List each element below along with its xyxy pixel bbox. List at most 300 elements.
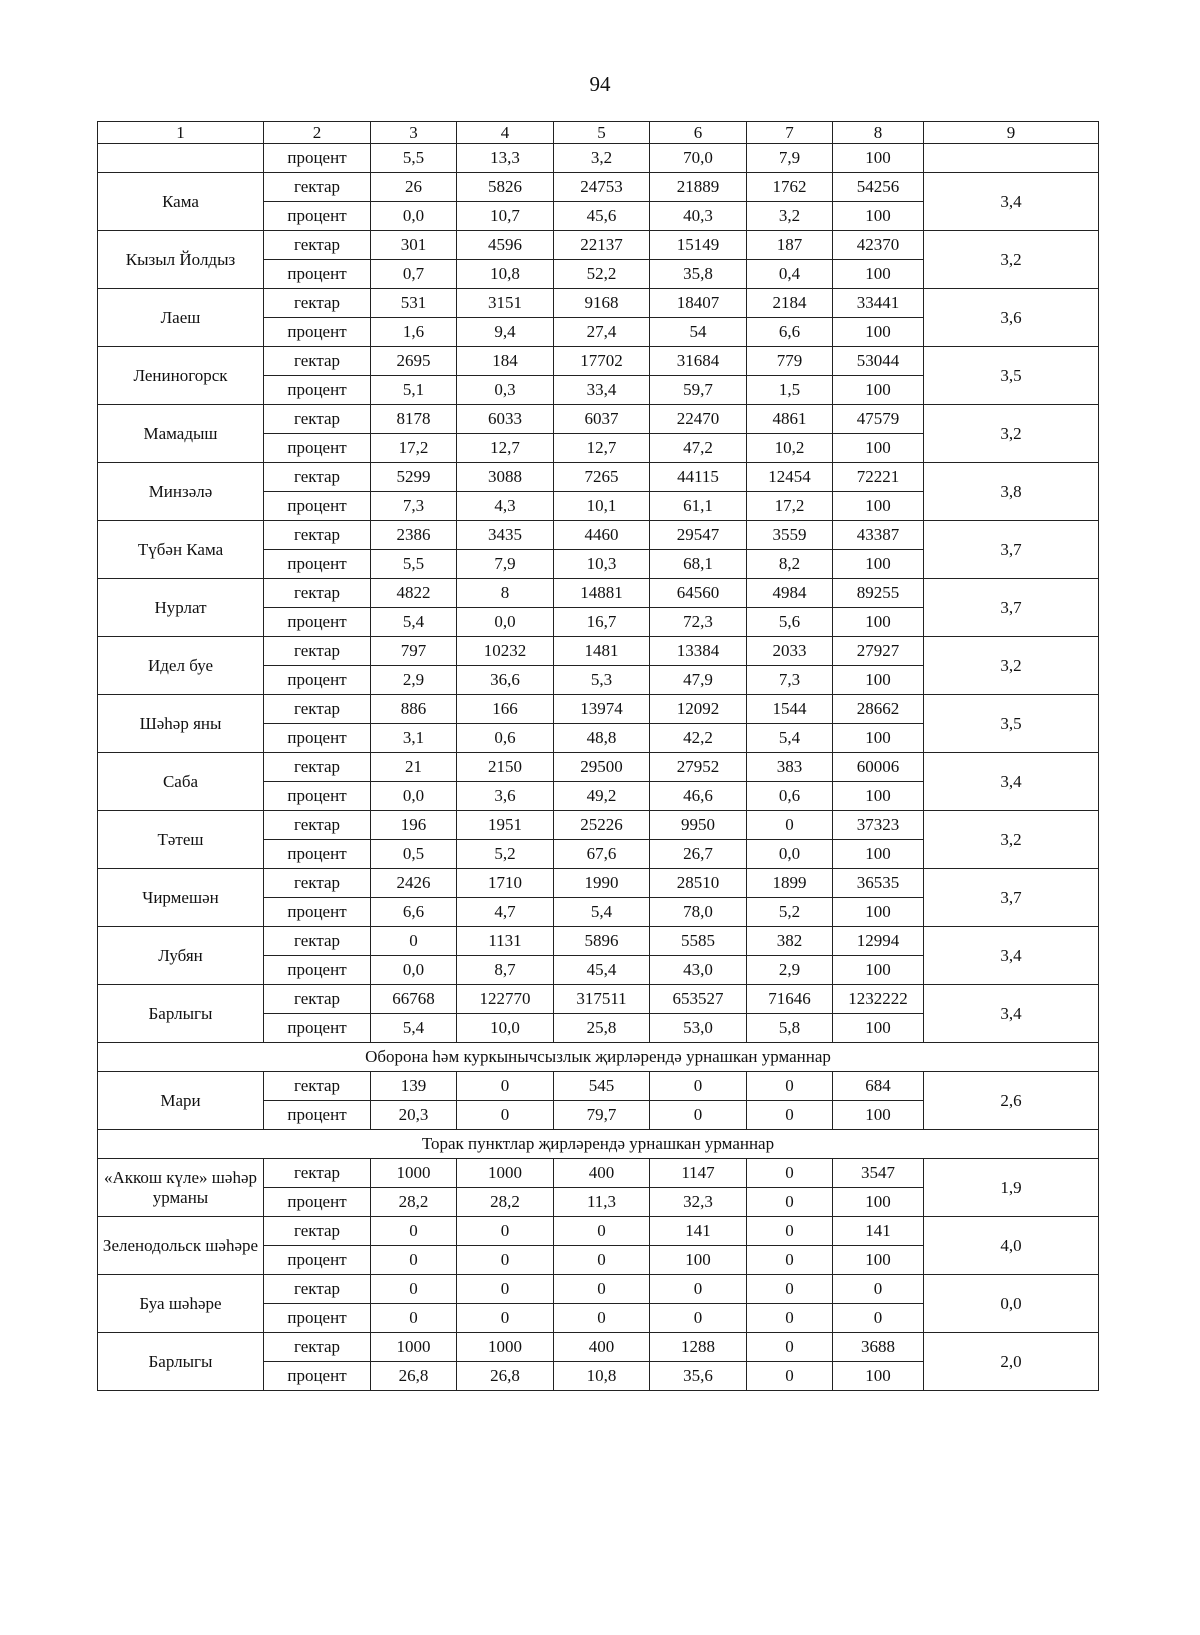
hectare-value-cell: 0 <box>747 1333 833 1362</box>
hectare-value-cell: 4822 <box>371 579 457 608</box>
column-number: 7 <box>747 122 833 144</box>
value-cell: 13,3 <box>457 144 554 173</box>
hectare-value-cell: 2695 <box>371 347 457 376</box>
unit-percent-cell: процент <box>264 898 371 927</box>
unit-percent-cell: процент <box>264 492 371 521</box>
district-name-cell: Лаеш <box>98 289 264 347</box>
percent-value-cell: 53,0 <box>650 1014 747 1043</box>
percent-value-cell: 7,3 <box>371 492 457 521</box>
value-cell: 5,5 <box>371 144 457 173</box>
hectare-value-cell: 0 <box>650 1275 747 1304</box>
district-name-cell: Мари <box>98 1072 264 1130</box>
hectare-value-cell: 1762 <box>747 173 833 202</box>
hectare-value-cell: 2184 <box>747 289 833 318</box>
percent-value-cell: 100 <box>833 202 924 231</box>
percent-value-cell: 0,0 <box>457 608 554 637</box>
hectare-value-cell: 5896 <box>554 927 650 956</box>
hectare-value-cell: 141 <box>833 1217 924 1246</box>
percent-value-cell: 5,4 <box>371 1014 457 1043</box>
percent-value-cell: 100 <box>833 956 924 985</box>
percent-value-cell: 5,2 <box>747 898 833 927</box>
table-row <box>98 463 1099 492</box>
hectare-value-cell: 2150 <box>457 753 554 782</box>
hectare-value-cell: 0 <box>650 1072 747 1101</box>
score-cell: 3,4 <box>924 985 1099 1043</box>
unit-hectare-cell: гектар <box>264 1159 371 1188</box>
hectare-value-cell: 18407 <box>650 289 747 318</box>
hectare-value-cell: 1899 <box>747 869 833 898</box>
percent-value-cell: 0,6 <box>457 724 554 753</box>
score-cell: 3,2 <box>924 637 1099 695</box>
unit-percent-cell: процент <box>264 1304 371 1333</box>
section-heading: Оборона һәм куркынычсызлык җирләрендә урнашкан урманнар <box>98 1043 1099 1072</box>
percent-value-cell: 72,3 <box>650 608 747 637</box>
percent-value-cell: 26,7 <box>650 840 747 869</box>
hectare-value-cell: 29500 <box>554 753 650 782</box>
table-row <box>98 405 1099 434</box>
unit-percent-cell: процент <box>264 1246 371 1275</box>
percent-value-cell: 47,2 <box>650 434 747 463</box>
unit-percent-cell: процент <box>264 260 371 289</box>
percent-value-cell: 26,8 <box>457 1362 554 1391</box>
score-cell: 2,6 <box>924 1072 1099 1130</box>
hectare-value-cell: 0 <box>747 1072 833 1101</box>
unit-hectare-cell: гектар <box>264 811 371 840</box>
percent-value-cell: 100 <box>833 724 924 753</box>
percent-value-cell: 2,9 <box>747 956 833 985</box>
unit-hectare-cell: гектар <box>264 463 371 492</box>
hectare-value-cell: 1481 <box>554 637 650 666</box>
percent-value-cell: 100 <box>833 492 924 521</box>
percent-value-cell: 78,0 <box>650 898 747 927</box>
percent-value-cell: 17,2 <box>371 434 457 463</box>
percent-value-cell: 28,2 <box>371 1188 457 1217</box>
hectare-value-cell: 54256 <box>833 173 924 202</box>
percent-value-cell: 0 <box>747 1188 833 1217</box>
hectare-value-cell: 2033 <box>747 637 833 666</box>
unit-hectare-cell: гектар <box>264 1072 371 1101</box>
hectare-value-cell: 64560 <box>650 579 747 608</box>
unit-percent-cell: процент <box>264 376 371 405</box>
hectare-value-cell: 42370 <box>833 231 924 260</box>
hectare-value-cell: 72221 <box>833 463 924 492</box>
table-row <box>98 753 1099 782</box>
unit-hectare-cell: гектар <box>264 289 371 318</box>
percent-value-cell: 7,3 <box>747 666 833 695</box>
score-cell: 3,2 <box>924 231 1099 289</box>
hectare-value-cell: 5826 <box>457 173 554 202</box>
percent-value-cell: 100 <box>833 1014 924 1043</box>
table-row <box>98 1072 1099 1101</box>
percent-value-cell: 33,4 <box>554 376 650 405</box>
unit-hectare-cell: гектар <box>264 695 371 724</box>
percent-value-cell: 45,6 <box>554 202 650 231</box>
hectare-value-cell: 0 <box>554 1275 650 1304</box>
hectare-value-cell: 2426 <box>371 869 457 898</box>
unit-percent-cell: процент <box>264 840 371 869</box>
percent-value-cell: 100 <box>650 1246 747 1275</box>
unit-hectare-cell: гектар <box>264 347 371 376</box>
score-cell <box>924 144 1099 173</box>
hectare-value-cell: 53044 <box>833 347 924 376</box>
percent-value-cell: 10,7 <box>457 202 554 231</box>
percent-value-cell: 7,9 <box>457 550 554 579</box>
hectare-value-cell: 8 <box>457 579 554 608</box>
hectare-value-cell: 1544 <box>747 695 833 724</box>
unit-cell: процент <box>264 144 371 173</box>
percent-value-cell: 3,1 <box>371 724 457 753</box>
percent-value-cell: 5,2 <box>457 840 554 869</box>
hectare-value-cell: 797 <box>371 637 457 666</box>
hectare-value-cell: 0 <box>747 811 833 840</box>
column-number: 3 <box>371 122 457 144</box>
score-cell: 2,0 <box>924 1333 1099 1391</box>
percent-value-cell: 5,5 <box>371 550 457 579</box>
column-number: 8 <box>833 122 924 144</box>
percent-value-cell: 48,8 <box>554 724 650 753</box>
percent-value-cell: 8,7 <box>457 956 554 985</box>
unit-hectare-cell: гектар <box>264 579 371 608</box>
percent-value-cell: 27,4 <box>554 318 650 347</box>
hectare-value-cell: 12092 <box>650 695 747 724</box>
score-cell: 3,2 <box>924 811 1099 869</box>
unit-hectare-cell: гектар <box>264 231 371 260</box>
percent-value-cell: 100 <box>833 550 924 579</box>
hectare-value-cell: 22470 <box>650 405 747 434</box>
district-name-cell: «Аккош күле» шәһәр урманы <box>98 1159 264 1217</box>
score-cell: 3,8 <box>924 463 1099 521</box>
table-row <box>98 1333 1099 1362</box>
hectare-value-cell: 5585 <box>650 927 747 956</box>
table-row <box>98 289 1099 318</box>
table-row <box>98 347 1099 376</box>
hectare-value-cell: 8178 <box>371 405 457 434</box>
percent-value-cell: 9,4 <box>457 318 554 347</box>
district-name-cell: Буа шәһәре <box>98 1275 264 1333</box>
hectare-value-cell: 184 <box>457 347 554 376</box>
hectare-value-cell: 0 <box>747 1275 833 1304</box>
table-row <box>98 869 1099 898</box>
district-name-cell: Кама <box>98 173 264 231</box>
score-cell: 3,4 <box>924 753 1099 811</box>
score-cell: 3,5 <box>924 347 1099 405</box>
hectare-value-cell: 1990 <box>554 869 650 898</box>
hectare-value-cell: 37323 <box>833 811 924 840</box>
percent-value-cell: 10,3 <box>554 550 650 579</box>
percent-value-cell: 0 <box>371 1246 457 1275</box>
section-row <box>98 1130 1099 1159</box>
unit-hectare-cell: гектар <box>264 405 371 434</box>
hectare-value-cell: 4460 <box>554 521 650 550</box>
percent-value-cell: 52,2 <box>554 260 650 289</box>
percent-value-cell: 32,3 <box>650 1188 747 1217</box>
unit-percent-cell: процент <box>264 608 371 637</box>
hectare-value-cell: 684 <box>833 1072 924 1101</box>
percent-value-cell: 8,2 <box>747 550 833 579</box>
percent-value-cell: 10,0 <box>457 1014 554 1043</box>
unit-percent-cell: процент <box>264 318 371 347</box>
hectare-value-cell: 9168 <box>554 289 650 318</box>
unit-percent-cell: процент <box>264 956 371 985</box>
district-name-cell: Лениногорск <box>98 347 264 405</box>
percent-value-cell: 5,4 <box>747 724 833 753</box>
table-row <box>98 144 1099 173</box>
percent-value-cell: 12,7 <box>554 434 650 463</box>
percent-value-cell: 10,2 <box>747 434 833 463</box>
score-cell: 3,4 <box>924 173 1099 231</box>
hectare-value-cell: 1147 <box>650 1159 747 1188</box>
percent-value-cell: 0 <box>457 1246 554 1275</box>
district-name-cell: Минзәлә <box>98 463 264 521</box>
percent-value-cell: 0 <box>371 1304 457 1333</box>
score-cell: 3,7 <box>924 579 1099 637</box>
district-name-cell: Кызыл Йолдыз <box>98 231 264 289</box>
percent-value-cell: 5,4 <box>371 608 457 637</box>
unit-percent-cell: процент <box>264 724 371 753</box>
column-number: 6 <box>650 122 747 144</box>
table-row <box>98 637 1099 666</box>
unit-hectare-cell: гектар <box>264 869 371 898</box>
percent-value-cell: 100 <box>833 376 924 405</box>
percent-value-cell: 0,0 <box>747 840 833 869</box>
value-cell: 100 <box>833 144 924 173</box>
forest-data-table <box>97 121 1099 1391</box>
hectare-value-cell: 26 <box>371 173 457 202</box>
percent-value-cell: 42,2 <box>650 724 747 753</box>
table-row <box>98 695 1099 724</box>
percent-value-cell: 0 <box>747 1304 833 1333</box>
hectare-value-cell: 22137 <box>554 231 650 260</box>
unit-percent-cell: процент <box>264 1188 371 1217</box>
percent-value-cell: 0 <box>833 1304 924 1333</box>
percent-value-cell: 10,8 <box>554 1362 650 1391</box>
hectare-value-cell: 3547 <box>833 1159 924 1188</box>
percent-value-cell: 3,6 <box>457 782 554 811</box>
hectare-value-cell: 0 <box>747 1217 833 1246</box>
hectare-value-cell: 0 <box>747 1159 833 1188</box>
hectare-value-cell: 4984 <box>747 579 833 608</box>
hectare-value-cell: 400 <box>554 1333 650 1362</box>
hectare-value-cell: 122770 <box>457 985 554 1014</box>
hectare-value-cell: 1232222 <box>833 985 924 1014</box>
district-name-cell: Нурлат <box>98 579 264 637</box>
percent-value-cell: 0,0 <box>371 202 457 231</box>
hectare-value-cell: 12994 <box>833 927 924 956</box>
hectare-value-cell: 36535 <box>833 869 924 898</box>
unit-hectare-cell: гектар <box>264 927 371 956</box>
hectare-value-cell: 3688 <box>833 1333 924 1362</box>
column-number: 5 <box>554 122 650 144</box>
percent-value-cell: 20,3 <box>371 1101 457 1130</box>
table-row <box>98 811 1099 840</box>
percent-value-cell: 43,0 <box>650 956 747 985</box>
district-name-cell <box>98 144 264 173</box>
value-cell: 7,9 <box>747 144 833 173</box>
percent-value-cell: 0,7 <box>371 260 457 289</box>
unit-hectare-cell: гектар <box>264 985 371 1014</box>
hectare-value-cell: 0 <box>457 1072 554 1101</box>
hectare-value-cell: 886 <box>371 695 457 724</box>
hectare-value-cell: 4861 <box>747 405 833 434</box>
hectare-value-cell: 1951 <box>457 811 554 840</box>
percent-value-cell: 100 <box>833 1362 924 1391</box>
district-name-cell: Барлыгы <box>98 985 264 1043</box>
percent-value-cell: 100 <box>833 782 924 811</box>
percent-value-cell: 5,6 <box>747 608 833 637</box>
score-cell: 1,9 <box>924 1159 1099 1217</box>
hectare-value-cell: 47579 <box>833 405 924 434</box>
percent-value-cell: 100 <box>833 434 924 463</box>
hectare-value-cell: 60006 <box>833 753 924 782</box>
percent-value-cell: 0 <box>650 1101 747 1130</box>
hectare-value-cell: 3088 <box>457 463 554 492</box>
column-number: 1 <box>98 122 264 144</box>
percent-value-cell: 5,3 <box>554 666 650 695</box>
hectare-value-cell: 1288 <box>650 1333 747 1362</box>
percent-value-cell: 5,8 <box>747 1014 833 1043</box>
district-name-cell: Лубян <box>98 927 264 985</box>
percent-value-cell: 40,3 <box>650 202 747 231</box>
score-cell: 3,6 <box>924 289 1099 347</box>
percent-value-cell: 68,1 <box>650 550 747 579</box>
table-row <box>98 1217 1099 1246</box>
value-cell: 3,2 <box>554 144 650 173</box>
unit-hectare-cell: гектар <box>264 753 371 782</box>
unit-percent-cell: процент <box>264 202 371 231</box>
percent-value-cell: 0,3 <box>457 376 554 405</box>
hectare-value-cell: 7265 <box>554 463 650 492</box>
percent-value-cell: 46,6 <box>650 782 747 811</box>
hectare-value-cell: 4596 <box>457 231 554 260</box>
percent-value-cell: 0 <box>747 1246 833 1275</box>
percent-value-cell: 12,7 <box>457 434 554 463</box>
percent-value-cell: 0,0 <box>371 782 457 811</box>
column-number: 9 <box>924 122 1099 144</box>
hectare-value-cell: 15149 <box>650 231 747 260</box>
unit-percent-cell: процент <box>264 666 371 695</box>
percent-value-cell: 36,6 <box>457 666 554 695</box>
unit-percent-cell: процент <box>264 1014 371 1043</box>
unit-hectare-cell: гектар <box>264 1217 371 1246</box>
hectare-value-cell: 3435 <box>457 521 554 550</box>
hectare-value-cell: 6033 <box>457 405 554 434</box>
column-number: 4 <box>457 122 554 144</box>
percent-value-cell: 2,9 <box>371 666 457 695</box>
hectare-value-cell: 1000 <box>371 1333 457 1362</box>
percent-value-cell: 0 <box>457 1304 554 1333</box>
district-name-cell: Зеленодольск шәһәре <box>98 1217 264 1275</box>
unit-percent-cell: процент <box>264 434 371 463</box>
hectare-value-cell: 0 <box>833 1275 924 1304</box>
unit-percent-cell: процент <box>264 1362 371 1391</box>
hectare-value-cell: 44115 <box>650 463 747 492</box>
hectare-value-cell: 196 <box>371 811 457 840</box>
hectare-value-cell: 2386 <box>371 521 457 550</box>
hectare-value-cell: 66768 <box>371 985 457 1014</box>
unit-hectare-cell: гектар <box>264 173 371 202</box>
hectare-value-cell: 1000 <box>457 1159 554 1188</box>
hectare-value-cell: 531 <box>371 289 457 318</box>
score-cell: 0,0 <box>924 1275 1099 1333</box>
hectare-value-cell: 28510 <box>650 869 747 898</box>
section-heading: Торак пунктлар җирләрендә урнашкан урманнар <box>98 1130 1099 1159</box>
hectare-value-cell: 1710 <box>457 869 554 898</box>
percent-value-cell: 0 <box>457 1101 554 1130</box>
hectare-value-cell: 139 <box>371 1072 457 1101</box>
hectare-value-cell: 27952 <box>650 753 747 782</box>
hectare-value-cell: 13384 <box>650 637 747 666</box>
district-name-cell: Саба <box>98 753 264 811</box>
hectare-value-cell: 1131 <box>457 927 554 956</box>
page-number: 94 <box>589 72 611 96</box>
hectare-value-cell: 5299 <box>371 463 457 492</box>
unit-hectare-cell: гектар <box>264 1275 371 1304</box>
hectare-value-cell: 382 <box>747 927 833 956</box>
district-name-cell: Шәһәр яны <box>98 695 264 753</box>
table-row <box>98 1159 1099 1188</box>
section-row <box>98 1043 1099 1072</box>
hectare-value-cell: 141 <box>650 1217 747 1246</box>
district-name-cell: Идел буе <box>98 637 264 695</box>
table-row <box>98 231 1099 260</box>
hectare-value-cell: 1000 <box>457 1333 554 1362</box>
hectare-value-cell: 21 <box>371 753 457 782</box>
score-cell: 3,5 <box>924 695 1099 753</box>
hectare-value-cell: 25226 <box>554 811 650 840</box>
hectare-value-cell: 31684 <box>650 347 747 376</box>
table-row <box>98 1275 1099 1304</box>
percent-value-cell: 100 <box>833 318 924 347</box>
district-name-cell: Тәтеш <box>98 811 264 869</box>
hectare-value-cell: 27927 <box>833 637 924 666</box>
hectare-value-cell: 400 <box>554 1159 650 1188</box>
hectare-value-cell: 10232 <box>457 637 554 666</box>
percent-value-cell: 28,2 <box>457 1188 554 1217</box>
hectare-value-cell: 545 <box>554 1072 650 1101</box>
percent-value-cell: 1,6 <box>371 318 457 347</box>
hectare-value-cell: 28662 <box>833 695 924 724</box>
hectare-value-cell: 24753 <box>554 173 650 202</box>
hectare-value-cell: 9950 <box>650 811 747 840</box>
value-cell: 70,0 <box>650 144 747 173</box>
unit-hectare-cell: гектар <box>264 521 371 550</box>
percent-value-cell: 6,6 <box>747 318 833 347</box>
hectare-value-cell: 6037 <box>554 405 650 434</box>
score-cell: 3,7 <box>924 521 1099 579</box>
hectare-value-cell: 301 <box>371 231 457 260</box>
percent-value-cell: 100 <box>833 608 924 637</box>
unit-percent-cell: процент <box>264 550 371 579</box>
district-name-cell: Барлыгы <box>98 1333 264 1391</box>
percent-value-cell: 0 <box>650 1304 747 1333</box>
hectare-value-cell: 0 <box>371 1275 457 1304</box>
percent-value-cell: 26,8 <box>371 1362 457 1391</box>
score-cell: 3,4 <box>924 927 1099 985</box>
percent-value-cell: 49,2 <box>554 782 650 811</box>
percent-value-cell: 1,5 <box>747 376 833 405</box>
percent-value-cell: 59,7 <box>650 376 747 405</box>
hectare-value-cell: 653527 <box>650 985 747 1014</box>
percent-value-cell: 100 <box>833 840 924 869</box>
percent-value-cell: 35,6 <box>650 1362 747 1391</box>
percent-value-cell: 100 <box>833 1188 924 1217</box>
percent-value-cell: 6,6 <box>371 898 457 927</box>
table-row <box>98 985 1099 1014</box>
percent-value-cell: 79,7 <box>554 1101 650 1130</box>
hectare-value-cell: 0 <box>371 1217 457 1246</box>
percent-value-cell: 0 <box>554 1304 650 1333</box>
percent-value-cell: 100 <box>833 898 924 927</box>
